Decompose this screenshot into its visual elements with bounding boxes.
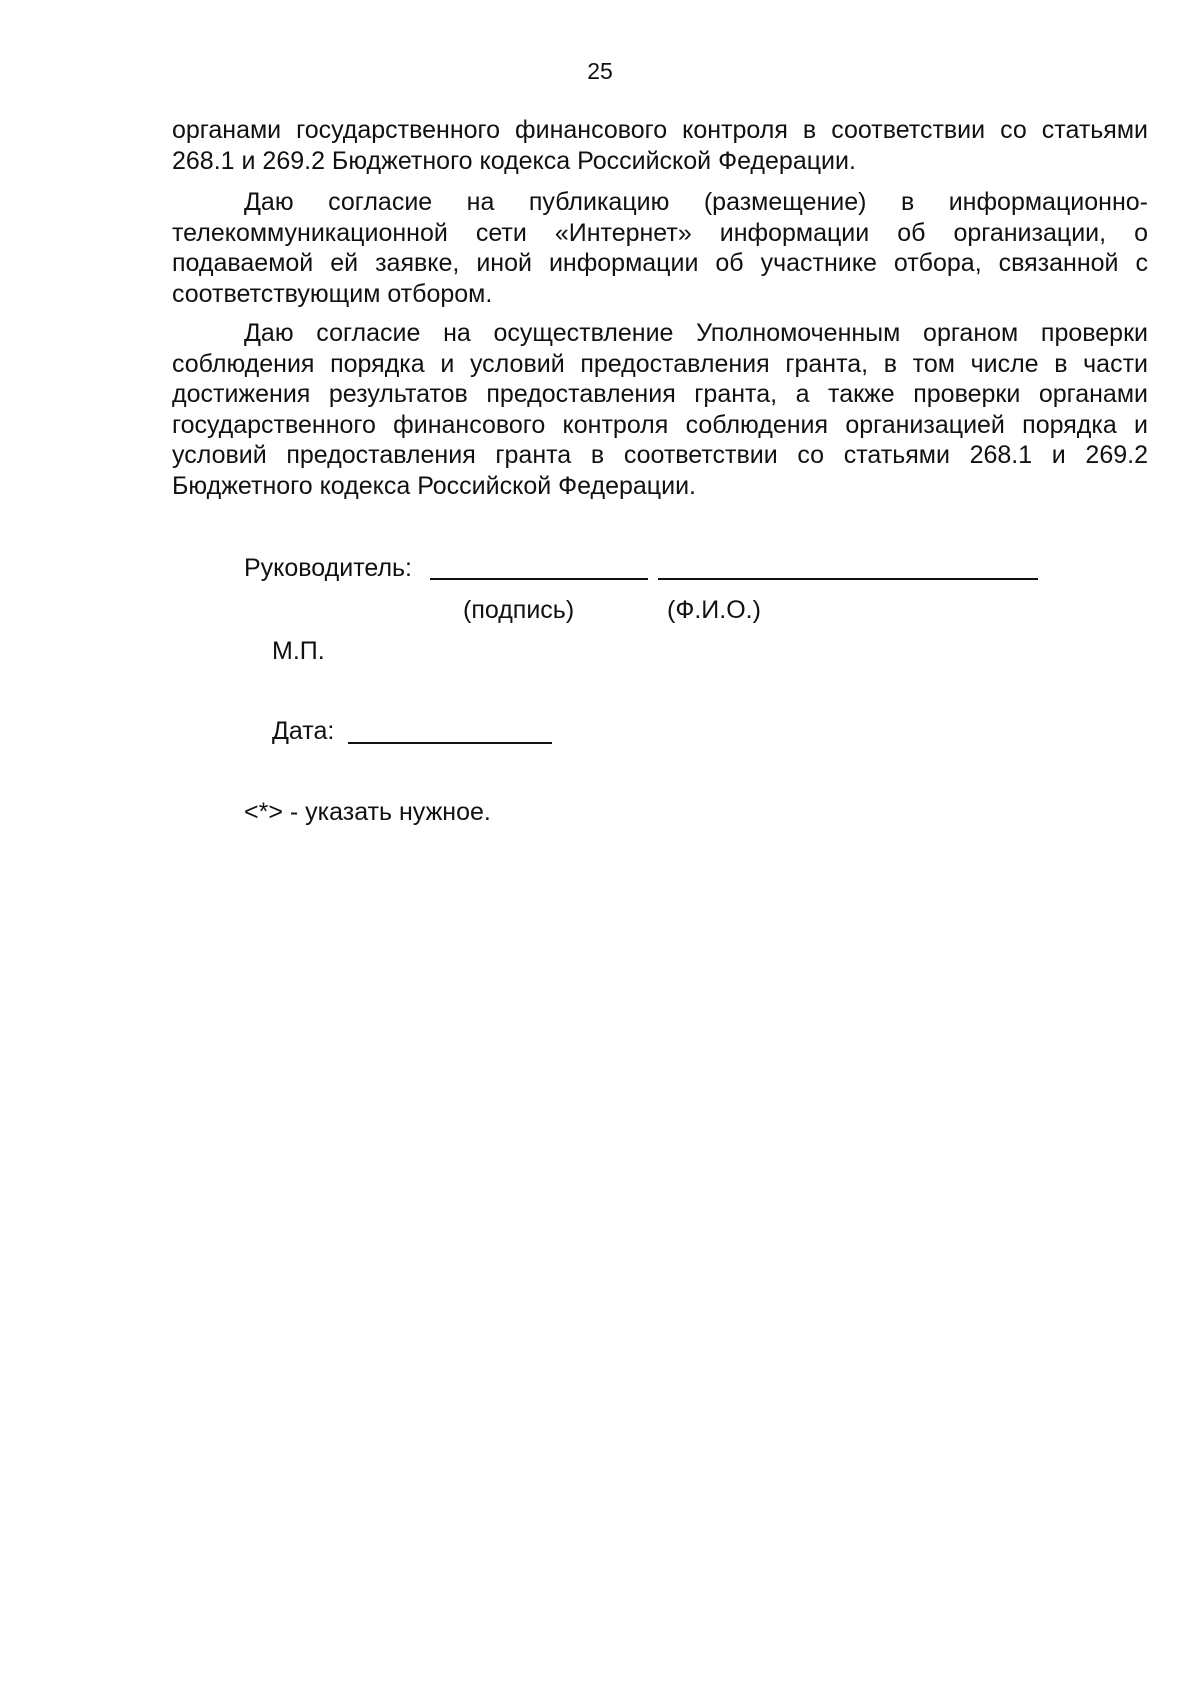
head-label: Руководитель: xyxy=(244,554,413,582)
signature-caption: (подпись) xyxy=(463,596,575,624)
footnote: <*> - указать нужное. xyxy=(244,798,491,826)
full-name-line[interactable] xyxy=(658,578,1038,580)
date-line[interactable] xyxy=(348,742,552,744)
paragraph-inspection-consent: Даю согласие на осуществление Уполномоченным органом проверки соблюдения порядка и условий предоставления гранта, в том числе в части достижения результатов предоставления гранта, а также проверки органами государственного финансового контроля соблюдения организацией порядка и условий предоставления гранта в соответствии со статьями 268.1 и 269.2 Бюджетного кодекса Российской Федерации. xyxy=(172,319,1148,500)
date-label: Дата: xyxy=(272,717,335,745)
full-name-caption: (Ф.И.О.) xyxy=(667,596,761,624)
signature-line[interactable] xyxy=(430,578,648,580)
seal-label: М.П. xyxy=(272,637,325,665)
paragraph-continuation: органами государственного финансового контроля в соответствии со статьями 268.1 и 269.2 Бюджетного кодекса Российской Федерации. xyxy=(172,116,1148,175)
paragraph-publication-consent: Даю согласие на публикацию (размещение) в информационно-телекоммуникационной сети «Интернет» информации об организации, о подаваемой ей заявке, иной информации об участнике отбора, связанной с соответствующим отбором. xyxy=(172,188,1148,308)
page-number: 25 xyxy=(587,58,613,84)
